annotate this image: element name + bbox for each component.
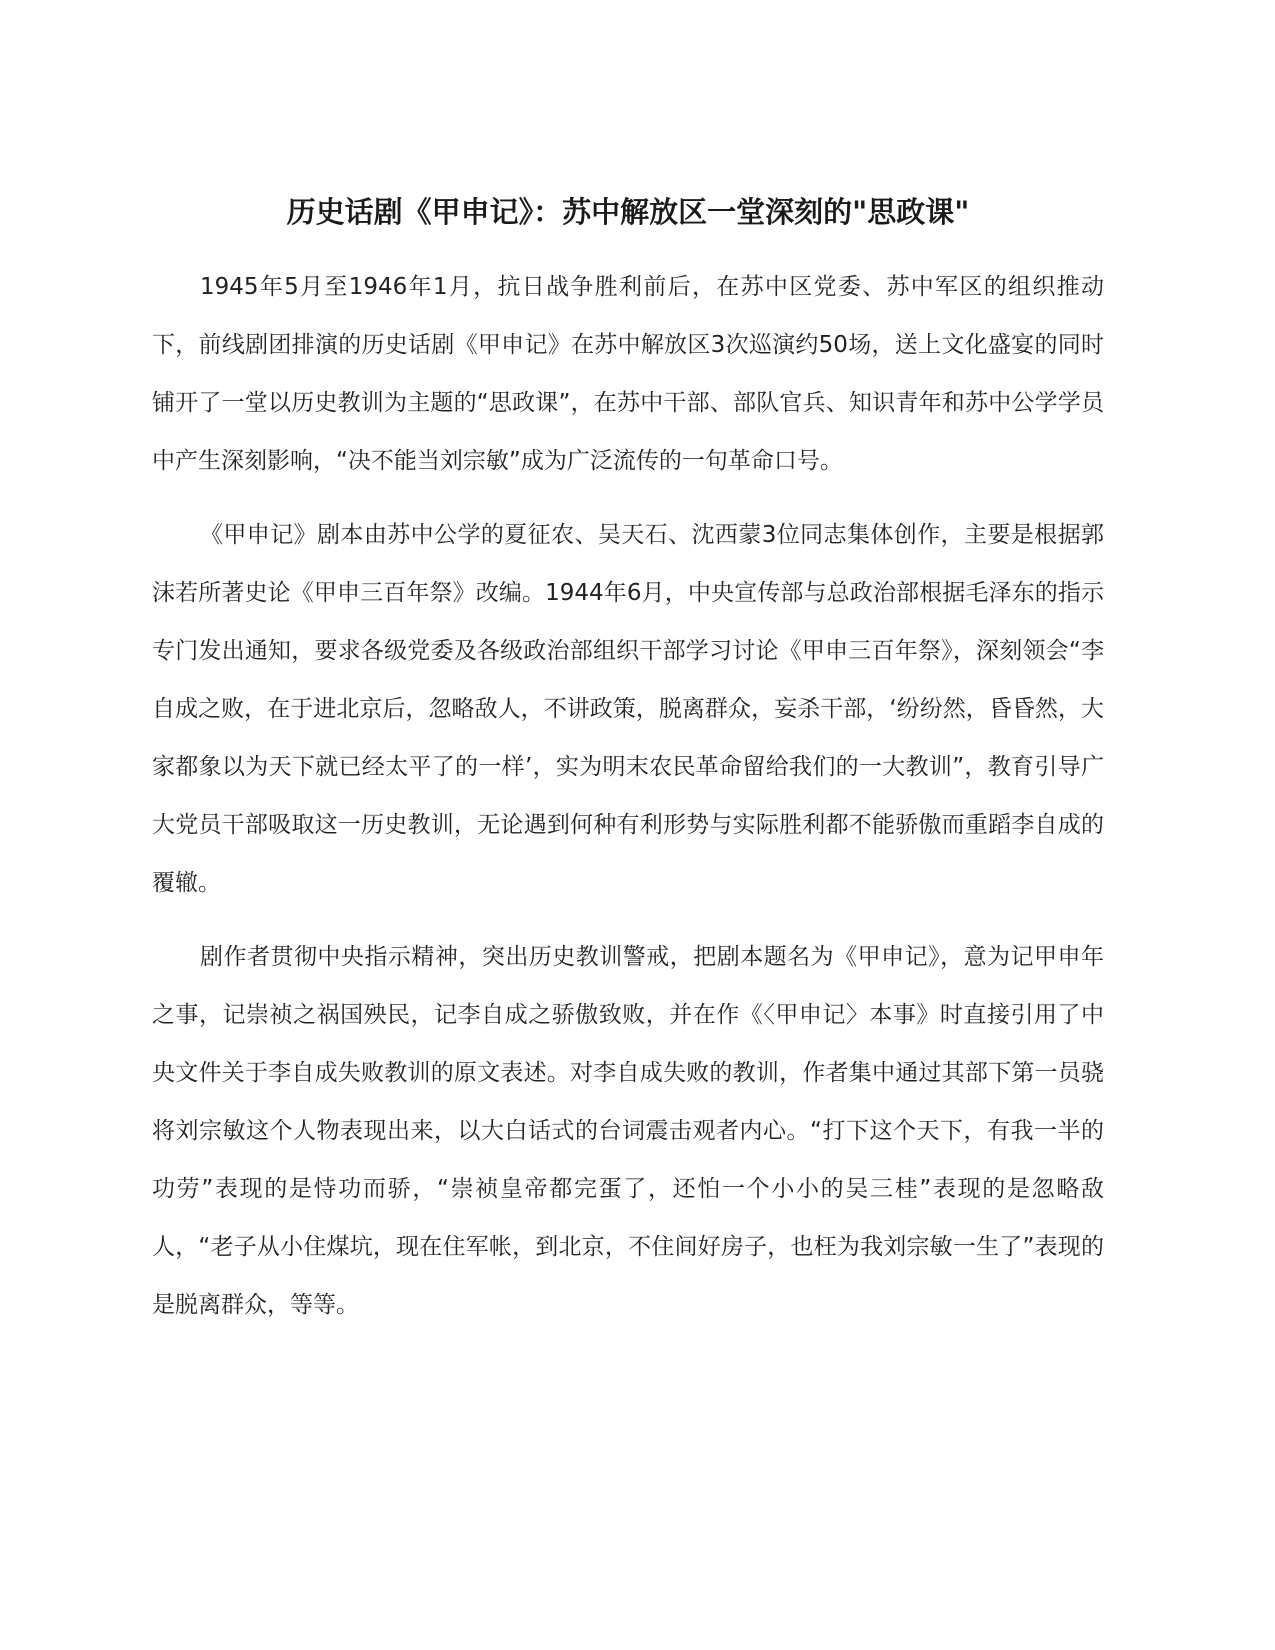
paragraph-1: 1945年5月至1946年1月，抗日战争胜利前后，在苏中区党委、苏中军区的组织推动下，前线剧团排演的历史话剧《甲申记》在苏中解放区3次巡演约50场，送上文化盛宴的同时铺开了一堂以历史教训为主题的“思政课”，在苏中干部、部队官兵、知识青年和苏中公学学员中产生深刻影响，“决不能当刘宗敏”成为广泛流传的一句革命口号。	[152, 274, 1104, 474]
document-title: 历史话剧《甲申记》：苏中解放区一堂深刻的"思政课"	[286, 195, 970, 229]
paragraph-3: 剧作者贯彻中央指示精神，突出历史教训警戒，把剧本题名为《甲申记》，意为记甲申年之事，记崇祯之祸国殃民，记李自成之骄傲致败，并在作《〈甲申记〉本事》时直接引用了中央文件关于李自成失败教训的原文表述。对李自成失败的教训，作者集中通过其部下第一员骁将刘宗敏这个人物表现出来，以大白话式的台词震击观者内心。“打下这个天下，有我一半的功劳”表现的是恃功而骄，“崇祯皇帝都完蛋了，还怕一个小小的吴三桂”表现的是忽略敌人，“老子从小住煤坑，现在住军帐，到北京，不住间好房子，也枉为我刘宗敏一生了”表现的是脱离群众，等等。	[152, 944, 1104, 1318]
document-page	[152, 186, 1104, 1350]
paragraph-2: 《甲申记》剧本由苏中公学的夏征农、吴天石、沈西蒙3位同志集体创作，主要是根据郭沫若所著史论《甲申三百年祭》改编。1944年6月，中央宣传部与总政治部根据毛泽东的指示专门发出通知，要求各级党委及各级政治部组织干部学习讨论《甲申三百年祭》，深刻领会“李自成之败，在于进北京后，忽略敌人，不讲政策，脱离群众，妄杀干部，‘纷纷然，昏昏然，大家都象以为天下就已经太平了的一样’，实为明末农民革命留给我们的一大教训”，教育引导广大党员干部吸取这一历史教训，无论遇到何种有利形势与实际胜利都不能骄傲而重蹈李自成的覆辙。	[152, 522, 1104, 896]
